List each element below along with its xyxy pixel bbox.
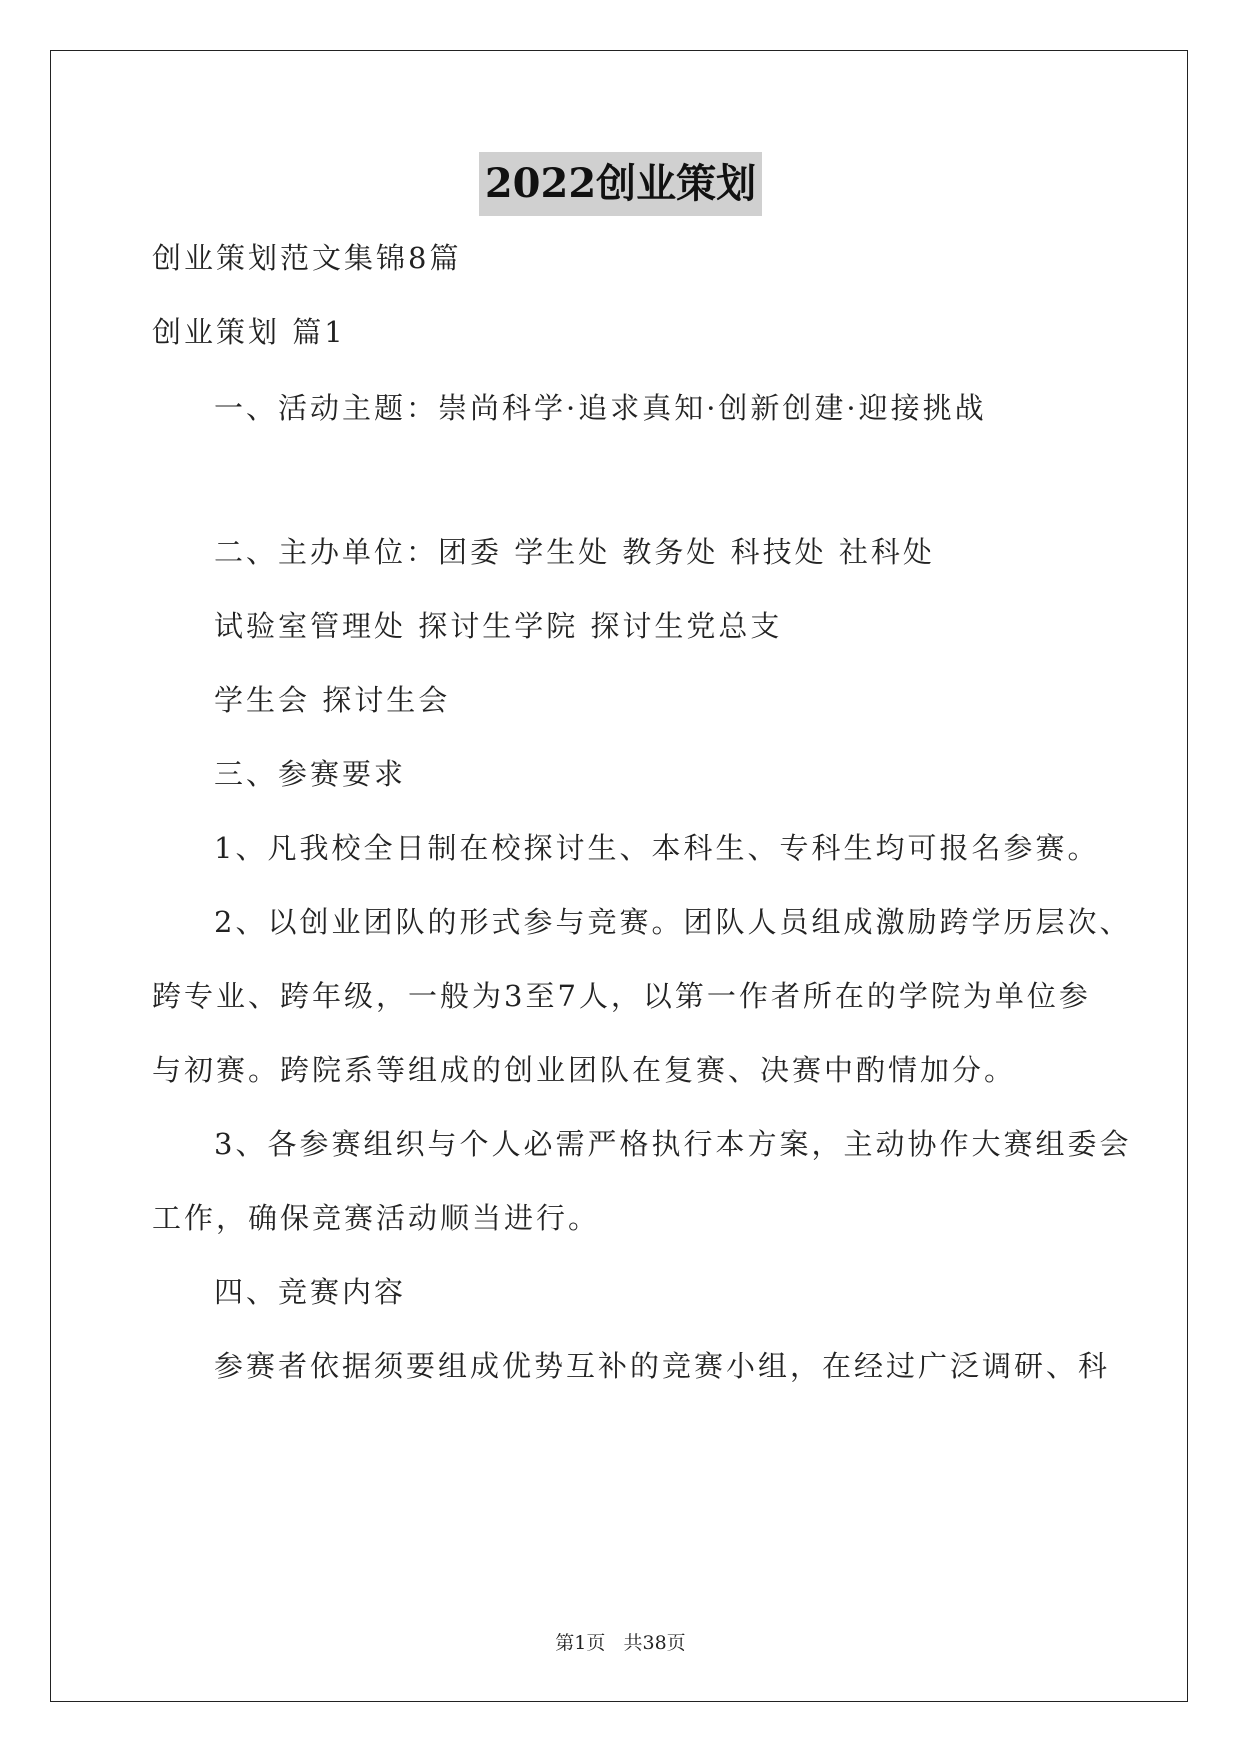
- paragraph-line: 一、活动主题：崇尚科学·追求真知·创新创建·迎接挑战: [214, 391, 987, 425]
- paragraph-line: 2、以创业团队的形式参与竞赛。团队人员组成激励跨学历层次、: [214, 905, 1132, 939]
- paragraph-line: 三、参赛要求: [214, 757, 407, 791]
- paragraph-line: 四、竞赛内容: [214, 1275, 407, 1309]
- paragraph-line: 跨专业、跨年级，一般为3至7人，以第一作者所在的学院为单位参: [152, 979, 1091, 1013]
- subtitle-line: 创业策划范文集锦8篇: [152, 241, 462, 275]
- title-container: [0, 152, 1241, 216]
- section-heading: 创业策划 篇1: [152, 315, 346, 349]
- paragraph-line: 工作，确保竞赛活动顺当进行。: [152, 1201, 601, 1235]
- paragraph-line: 参赛者依据须要组成优势互补的竞赛小组，在经过广泛调研、科: [214, 1349, 1111, 1383]
- paragraph-line: 3、各参赛组织与个人必需严格执行本方案，主动协作大赛组委会: [214, 1127, 1132, 1161]
- paragraph-line: 试验室管理处 探讨生学院 探讨生党总支: [214, 609, 783, 643]
- document-title: 2022创业策划: [479, 152, 762, 216]
- paragraph-line: 二、主办单位：团委 学生处 教务处 科技处 社科处: [214, 535, 935, 569]
- page-border: [50, 50, 1188, 1702]
- paragraph-line: 与初赛。跨院系等组成的创业团队在复赛、决赛中酌情加分。: [152, 1053, 1017, 1087]
- page-footer: 第1页 共38页: [555, 1632, 686, 1654]
- paragraph-line: 1、凡我校全日制在校探讨生、本科生、专科生均可报名参赛。: [214, 831, 1100, 865]
- paragraph-line: 学生会 探讨生会: [214, 683, 451, 717]
